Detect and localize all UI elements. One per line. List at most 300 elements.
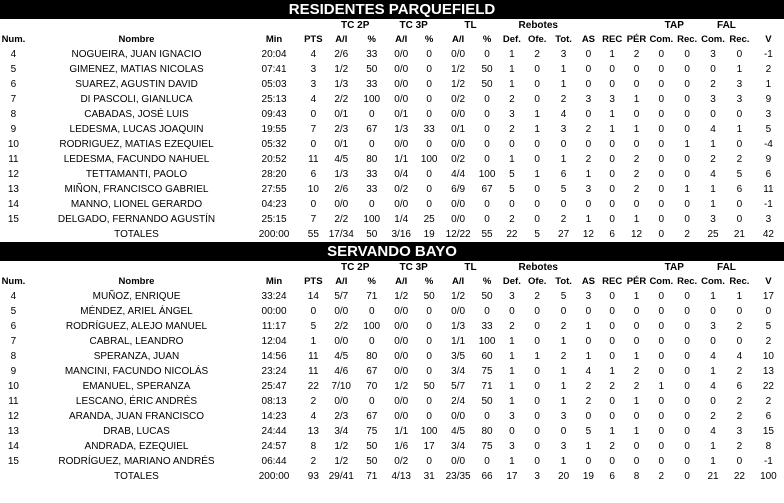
cell-tc3-ai: 1/1 [394,154,409,165]
group-header-reb: Rebotes [518,20,558,31]
cell-tc2-ai: 2/2 [334,214,349,225]
column-header-fal-com: Com. [701,34,725,45]
total-per: 8 [633,471,640,482]
cell-reb-ofe: 0 [534,306,540,317]
cell-name: DI PASCOLI, GIANLUCA [80,94,193,105]
cell-num: 6 [10,79,17,90]
cell-tc2-pct: 71 [366,291,378,302]
cell-tap-com: 0 [658,154,665,165]
cell-tc3-pct: 0 [426,184,432,195]
cell-fal-com: 0 [710,336,716,347]
cell-num: 12 [7,169,19,180]
cell-fal-com: 3 [710,94,716,105]
cell-per: 0 [633,456,640,467]
cell-fal-com: 4 [710,426,716,437]
cell-tap-rec: 0 [684,291,690,302]
cell-fal-rec: 1 [736,64,743,75]
cell-fal-com: 4 [710,124,716,135]
cell-pts: 0 [310,109,317,120]
cell-pts: 6 [310,169,317,180]
total-tc3-pct: 31 [423,471,435,482]
cell-name: MANNO, LIONEL GERARDO [70,199,203,210]
group-header-tc3: TC 3P [399,262,428,273]
cell-tl-pct: 50 [481,64,493,75]
cell-reb-tot: 0 [560,139,567,150]
cell-tc3-pct: 50 [423,381,435,392]
cell-tc2-ai: 2/2 [334,94,349,105]
cell-tc2-ai: 1/2 [334,64,349,75]
column-header-num: Num. [1,34,26,45]
cell-tc2-pct: 100 [363,214,381,225]
cell-min: 23:24 [261,366,287,377]
cell-tl-pct: 50 [481,79,493,90]
cell-tl-ai: 5/7 [451,381,466,392]
cell-val: 8 [765,441,772,452]
cell-val: 10 [762,351,774,362]
cell-num: 4 [10,49,17,60]
cell-num: 14 [7,199,19,210]
cell-num: 12 [7,411,19,422]
group-header-empty [753,261,784,275]
total-name: TOTALES [114,471,159,482]
group-header-tl: TL [464,20,477,31]
cell-reb-tot: 3 [560,441,567,452]
group-header-fal: FAL [717,20,736,31]
cell-fal-com: 1 [710,366,716,377]
cell-fal-rec: 0 [736,109,743,120]
cell-reb-def: 5 [509,169,515,180]
cell-pts: 13 [307,426,319,437]
group-header-empty [577,261,648,275]
group-header-empty [577,19,648,33]
total-reb-ofe: 3 [534,471,540,482]
cell-tl-ai: 1/3 [451,321,466,332]
cell-tc3-ai: 0/2 [394,456,409,467]
total-reb-tot: 20 [558,471,570,482]
cell-reb-def: 1 [509,154,515,165]
cell-name: RODRÍGUEZ, ALEJO MANUEL [65,321,208,332]
box-score-table [0,261,784,484]
cell-tc2-ai: 3/4 [334,426,349,437]
total-per: 12 [630,229,643,240]
cell-fal-rec: 3 [736,94,743,105]
cell-tap-com: 0 [658,351,665,362]
cell-name: LESCANO, ÉRIC ANDRÉS [75,396,198,407]
cell-tl-ai: 0/0 [451,214,466,225]
cell-fal-rec: 6 [736,184,743,195]
cell-fal-com: 1 [710,456,716,467]
column-header-tl-ai: A/I [452,276,465,287]
cell-reb-def: 0 [509,139,515,150]
cell-reb-ofe: 0 [534,321,540,332]
cell-tl-pct: 0 [484,139,490,150]
cell-tc3-ai: 0/0 [394,79,409,90]
cell-fal-rec: 2 [736,441,743,452]
cell-tap-rec: 0 [684,366,690,377]
cell-tl-pct: 60 [481,351,493,362]
group-header-tl: TL [464,262,477,273]
cell-tc2-ai: 0/0 [334,396,349,407]
total-as: 12 [582,229,594,240]
cell-fal-com: 4 [710,169,716,180]
team-title: SERVANDO BAYO [0,242,784,261]
total-pts: 93 [307,471,319,482]
cell-tc2-ai: 0/0 [334,306,349,317]
total-tap-rec: 2 [684,229,690,240]
cell-fal-rec: 2 [736,396,743,407]
cell-name: ANDRADA, EZEQUIEL [84,441,189,452]
cell-tl-ai: 6/9 [451,184,466,195]
cell-min: 25:47 [261,381,287,392]
cell-min: 11:17 [261,321,287,332]
total-reb-ofe: 5 [534,229,540,240]
cell-tc3-ai: 0/0 [394,64,409,75]
cell-reb-ofe: 0 [534,214,540,225]
cell-reb-ofe: 0 [534,396,540,407]
column-header-per: PÉR [626,276,647,287]
cell-tap-com: 0 [658,396,665,407]
cell-tap-com: 0 [658,411,665,422]
cell-reb-def: 1 [509,351,515,362]
cell-per: 0 [633,336,640,347]
cell-tl-ai: 0/0 [451,306,466,317]
column-header-per: PÉR [626,34,647,45]
cell-per: 1 [633,124,640,135]
cell-tc2-pct: 0 [368,139,375,150]
cell-per: 2 [633,154,640,165]
cell-tl-pct: 0 [484,411,490,422]
cell-fal-rec: 0 [736,49,743,60]
column-header-rec: REC [602,34,623,45]
cell-min: 06:44 [261,456,287,467]
column-header-val: V [765,276,772,287]
cell-min: 20:52 [261,154,287,165]
column-header-name: Nombre [118,276,155,287]
player-row [0,137,784,152]
cell-tc3-ai: 0/2 [394,184,409,195]
cell-tc2-ai: 2/6 [334,184,349,195]
column-header-pts: PTS [304,276,323,287]
cell-reb-def: 1 [509,366,515,377]
cell-as: 0 [585,79,592,90]
cell-reb-def: 2 [509,214,515,225]
cell-min: 27:55 [261,184,287,195]
column-header-tap-com: Com. [649,276,674,287]
cell-tap-com: 0 [658,184,665,195]
cell-reb-tot: 0 [560,199,567,210]
cell-reb-def: 1 [509,381,515,392]
column-header-val: V [765,34,772,45]
cell-rec: 3 [609,94,615,105]
cell-tap-com: 0 [658,79,665,90]
cell-num: 10 [7,139,19,150]
cell-tc3-pct: 33 [423,124,435,135]
cell-fal-rec: 1 [736,124,743,135]
cell-as: 1 [585,351,592,362]
cell-tc2-ai: 0/1 [334,139,349,150]
cell-name: LEDESMA, LUCAS JOAQUIN [69,124,204,135]
column-header-rec: REC [602,276,623,287]
player-row [0,62,784,77]
cell-as: 0 [585,456,592,467]
cell-fal-com: 1 [710,291,716,302]
cell-tl-ai: 0/1 [451,124,466,135]
cell-val: 17 [762,291,774,302]
box-score-table [0,19,784,242]
player-row [0,167,784,182]
cell-per: 0 [633,109,640,120]
cell-min: 05:03 [261,79,287,90]
cell-reb-def: 2 [509,124,515,135]
column-header-tc2-ai: A/I [335,276,348,287]
cell-rec: 0 [609,396,615,407]
player-row [0,92,784,107]
cell-as: 1 [585,321,592,332]
cell-pts: 10 [307,184,319,195]
cell-val: -1 [763,49,773,60]
cell-tap-rec: 0 [684,396,690,407]
cell-tap-rec: 0 [684,79,690,90]
cell-tc3-pct: 0 [426,94,432,105]
column-header-fal-com: Com. [701,276,725,287]
column-header-fal-rec: Rec. [729,276,750,287]
total-reb-def: 22 [506,229,518,240]
cell-tap-rec: 0 [684,109,690,120]
cell-tc3-pct: 0 [426,199,432,210]
cell-val: 2 [765,336,772,347]
group-header-empty [0,261,325,275]
cell-fal-rec: 0 [736,199,743,210]
column-header-reb-def: Def. [502,276,521,287]
cell-reb-def: 1 [509,49,515,60]
cell-reb-tot: 1 [560,456,567,467]
total-tc2-ai: 17/34 [328,229,354,240]
cell-tap-com: 0 [658,336,665,347]
cell-tap-com: 0 [658,456,665,467]
column-header-tc3-ai: A/I [395,34,408,45]
cell-reb-tot: 2 [560,94,567,105]
cell-as: 2 [585,124,592,135]
cell-val: 3 [765,214,772,225]
cell-reb-tot: 2 [560,214,567,225]
cell-fal-com: 0 [710,306,716,317]
cell-fal-rec: 1 [736,291,743,302]
cell-as: 4 [585,366,592,377]
cell-rec: 0 [609,291,615,302]
team-title: RESIDENTES PARQUEFIELD [0,0,784,19]
column-header-reb-tot: Tot. [555,34,572,45]
cell-rec: 0 [609,184,615,195]
cell-rec: 0 [609,139,615,150]
cell-reb-def: 2 [509,94,515,105]
cell-reb-def: 0 [509,426,515,437]
total-fal-rec: 21 [733,229,745,240]
cell-tc2-ai: 0/0 [334,199,349,210]
cell-tc2-ai: 7/10 [331,381,351,392]
cell-min: 25:15 [261,214,287,225]
cell-reb-tot: 5 [560,291,567,302]
cell-name: NOGUEIRA, JUAN IGNACIO [71,49,202,60]
cell-fal-com: 2 [710,411,716,422]
cell-fal-com: 3 [710,49,716,60]
cell-tap-rec: 0 [684,169,690,180]
cell-tc3-ai: 1/2 [394,381,409,392]
total-tl-ai: 12/22 [445,229,471,240]
cell-reb-tot: 1 [560,381,567,392]
cell-as: 5 [585,426,592,437]
cell-fal-com: 1 [710,199,716,210]
cell-tl-ai: 0/0 [451,456,466,467]
cell-reb-ofe: 2 [534,49,540,60]
cell-name: DRAB, LUCAS [103,426,170,437]
cell-fal-rec: 3 [736,426,743,437]
cell-tc3-ai: 1/2 [394,291,409,302]
cell-per: 0 [633,441,640,452]
cell-tap-rec: 0 [684,381,690,392]
cell-tc2-ai: 0/0 [334,336,349,347]
cell-tc3-pct: 0 [426,456,432,467]
column-header-as: AS [581,34,596,45]
cell-tc3-ai: 0/4 [394,169,409,180]
cell-reb-tot: 3 [560,124,567,135]
cell-tc2-ai: 2/3 [334,124,349,135]
cell-rec: 0 [609,321,615,332]
cell-tc2-pct: 33 [366,169,378,180]
cell-as: 1 [585,441,592,452]
column-header-tc2-pct: % [367,276,376,287]
player-row [0,364,784,379]
cell-num: 7 [10,336,17,347]
cell-fal-rec: 0 [736,214,743,225]
cell-rec: 0 [609,456,615,467]
cell-reb-ofe: 1 [534,109,540,120]
cell-pts: 14 [307,291,319,302]
cell-tc2-ai: 1/2 [334,441,349,452]
cell-reb-def: 1 [509,456,515,467]
cell-rec: 0 [609,214,615,225]
cell-tc2-ai: 0/1 [334,109,349,120]
cell-pts: 0 [310,139,317,150]
cell-tap-com: 0 [658,49,665,60]
cell-per: 2 [633,381,640,392]
group-header-fal: FAL [717,262,736,273]
cell-pts: 5 [310,321,317,332]
cell-val: -1 [763,456,773,467]
cell-tc2-pct: 80 [366,351,378,362]
cell-tc2-ai: 4/6 [334,366,349,377]
cell-rec: 1 [609,366,615,377]
cell-reb-ofe: 0 [534,199,540,210]
cell-as: 0 [585,336,592,347]
cell-reb-tot: 2 [560,351,567,362]
cell-as: 2 [585,154,592,165]
cell-reb-def: 1 [509,79,515,90]
cell-fal-com: 4 [710,381,716,392]
cell-reb-def: 3 [509,441,515,452]
total-tc3-ai: 3/16 [391,229,411,240]
total-num [0,227,27,242]
cell-reb-ofe: 0 [534,366,540,377]
cell-reb-ofe: 0 [534,456,540,467]
cell-tl-ai: 0/0 [451,199,466,210]
cell-fal-com: 0 [710,64,716,75]
cell-fal-com: 3 [710,321,716,332]
cell-tc2-pct: 50 [366,64,378,75]
cell-tap-rec: 0 [684,351,690,362]
cell-tap-rec: 0 [684,49,690,60]
column-header-tap-rec: Rec. [677,276,698,287]
cell-name: RODRIGUEZ, MATIAS EZEQUIEL [59,139,214,150]
cell-reb-def: 3 [509,109,515,120]
column-header-row [0,33,784,47]
cell-name: RODRÍGUEZ, MARIANO ANDRÉS [58,456,215,467]
cell-tc2-pct: 67 [366,366,378,377]
cell-rec: 0 [609,336,615,347]
cell-per: 0 [633,411,640,422]
cell-tc3-ai: 0/0 [394,336,409,347]
cell-tap-com: 0 [658,199,665,210]
player-row [0,409,784,424]
cell-tl-ai: 1/2 [451,291,466,302]
cell-reb-tot: 3 [560,411,567,422]
cell-name: CABRAL, LEANDRO [89,336,184,347]
cell-val: 1 [765,79,772,90]
cell-min: 28:20 [261,169,287,180]
group-header-empty [753,19,784,33]
total-val: 100 [760,471,777,482]
cell-tl-ai: 0/0 [451,109,466,120]
cell-reb-tot: 5 [560,184,567,195]
cell-fal-rec: 2 [736,366,743,377]
cell-tap-rec: 0 [684,124,690,135]
cell-reb-tot: 0 [560,426,567,437]
cell-pts: 8 [310,441,317,452]
cell-tc3-ai: 0/0 [394,199,409,210]
cell-tap-rec: 0 [684,154,690,165]
cell-as: 2 [585,381,592,392]
cell-per: 1 [633,214,640,225]
cell-reb-ofe: 0 [534,79,540,90]
cell-tc3-pct: 0 [426,109,432,120]
cell-pts: 4 [310,411,317,422]
cell-min: 14:56 [261,351,287,362]
cell-fal-rec: 0 [736,336,743,347]
group-header-row [0,261,784,275]
cell-tl-pct: 0 [484,109,490,120]
cell-tap-rec: 0 [684,456,690,467]
total-val: 42 [762,229,774,240]
player-row [0,334,784,349]
cell-as: 3 [585,291,592,302]
player-row [0,182,784,197]
cell-tap-rec: 1 [684,139,690,150]
column-header-reb-def: Def. [502,34,521,45]
cell-rec: 0 [609,351,615,362]
cell-tap-com: 0 [658,426,665,437]
cell-min: 19:55 [261,124,287,135]
cell-rec: 0 [609,306,615,317]
total-fal-com: 25 [707,229,719,240]
cell-val: -1 [763,199,773,210]
cell-min: 24:44 [261,426,287,437]
cell-min: 24:57 [261,441,287,452]
cell-tc3-pct: 25 [423,214,435,225]
cell-pts: 2 [310,396,317,407]
cell-tl-pct: 50 [481,396,493,407]
cell-fal-com: 0 [710,396,716,407]
cell-tc2-pct: 0 [368,306,375,317]
column-header-min: Min [265,34,283,45]
